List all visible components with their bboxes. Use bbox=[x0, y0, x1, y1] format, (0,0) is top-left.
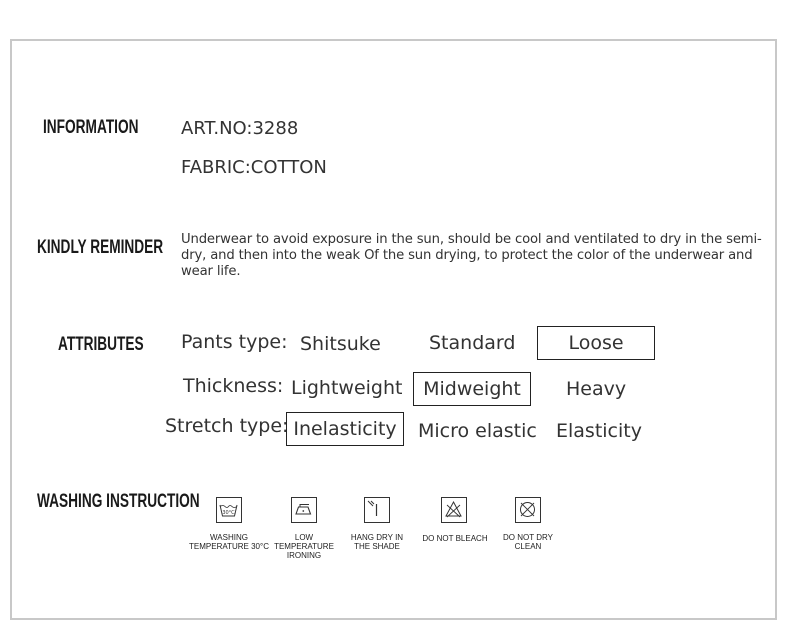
attributes-heading: ATTRIBUTES bbox=[58, 334, 144, 355]
pants-type-option-standard: Standard bbox=[429, 332, 516, 354]
thickness-label: Thickness: bbox=[183, 375, 284, 397]
pants-type-label: Pants type: bbox=[181, 331, 288, 353]
wash-label-no-dry-clean: DO NOT DRY CLEAN bbox=[503, 533, 553, 551]
wash-label-no-bleach: DO NOT BLEACH bbox=[422, 534, 488, 543]
wash-label-hang-dry: HANG DRY IN THE SHADE bbox=[350, 533, 404, 551]
stretch-type-option-inelasticity-selected: Inelasticity bbox=[286, 412, 404, 446]
fabric-type: FABRIC:COTTON bbox=[181, 157, 327, 178]
no-bleach-icon bbox=[441, 497, 467, 523]
thickness-option-midweight-selected: Midweight bbox=[413, 372, 531, 406]
thickness-option-lightweight: Lightweight bbox=[291, 377, 403, 399]
reminder-text: Underwear to avoid exposure in the sun, should be cool and ventilated to dry in the semi-dry, and then into the weak Of the sun drying, to protect the color of the underwear and wear life. bbox=[181, 232, 762, 279]
stretch-type-option-elasticity: Elasticity bbox=[556, 420, 642, 442]
washing-instruction-heading: WASHING INSTRUCTION bbox=[37, 491, 200, 512]
wash-label-ironing: LOW TEMPERATURE IRONING bbox=[274, 533, 334, 560]
stretch-type-option-micro-elastic: Micro elastic bbox=[418, 420, 537, 442]
thickness-option-heavy: Heavy bbox=[566, 378, 627, 400]
pants-type-option-loose-selected: Loose bbox=[537, 326, 655, 360]
wash-temp-text: 30°C bbox=[222, 510, 235, 516]
pants-type-option-shitsuke: Shitsuke bbox=[300, 333, 381, 355]
art-number: ART.NO:3288 bbox=[181, 118, 299, 139]
information-heading: INFORMATION bbox=[43, 117, 139, 138]
wash-label-temperature: WASHING TEMPERATURE 30°C bbox=[189, 533, 269, 551]
no-dry-clean-icon bbox=[515, 497, 541, 523]
stretch-type-label: Stretch type: bbox=[165, 415, 289, 437]
kindly-reminder-heading: KINDLY REMINDER bbox=[37, 237, 164, 258]
iron-icon bbox=[291, 497, 317, 523]
wash-tub-icon bbox=[216, 497, 242, 523]
shade-dry-icon bbox=[364, 497, 390, 523]
